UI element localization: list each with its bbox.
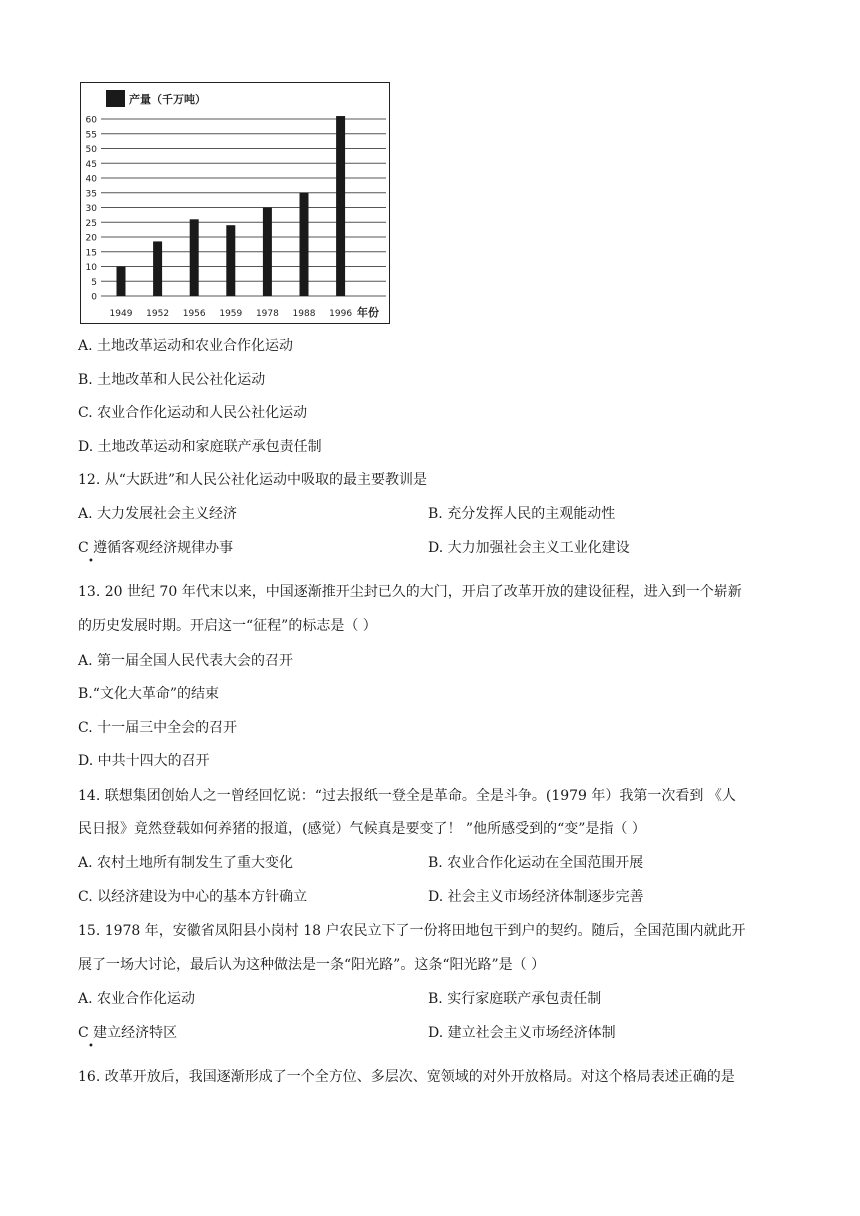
x-tick-label: 1978 [255, 309, 279, 319]
q13-stem-line2: 的历史发展时期。开启这一“征程”的标志是（ ） [78, 618, 377, 634]
q14-option-d: D. 社会主义市场经济体制逐步完善 [428, 889, 644, 905]
q16-stem-line1: 16. 改革开放后，我国逐渐形成了一个全方位、多层次、宽领域的对外开放格局。对这个格局表述正确的是 [78, 1069, 735, 1085]
q15-stem-line2: 展了一场大讨论，最后认为这种做法是一条“阳光路”。这条“阳光路”是（ ） [78, 957, 546, 973]
y-tick-label: 30 [85, 204, 97, 214]
legend-label: 产量（千万吨） [129, 93, 206, 106]
y-tick-label: 0 [91, 292, 97, 303]
y-tick-label: 60 [85, 115, 97, 126]
x-tick-label: 1952 [146, 309, 170, 319]
y-tick-label: 10 [85, 263, 97, 273]
q15-option-a: A. 农业合作化运动 [78, 991, 196, 1007]
q15-stem-line1: 15. 1978 年，安徽省凤阳县小岗村 18 户农民立下了一份将田地包干到户的契约。随后，全国范围内就此开 [78, 923, 746, 939]
x-axis-label: 年份 [357, 306, 379, 319]
y-tick-label: 55 [85, 130, 97, 141]
q15-option-b: B. 实行家庭联产承包责任制 [428, 991, 602, 1007]
y-tick-label: 40 [85, 174, 97, 185]
legend-swatch [106, 90, 125, 107]
q12-option-d: D. 大力加强社会主义工业化建设 [428, 540, 630, 556]
q13-option-c: C. 十一届三中全会的召开 [78, 720, 238, 736]
option-c-dot-mark: • [88, 556, 94, 567]
q15-option-d: D. 建立社会主义市场经济体制 [428, 1025, 616, 1041]
y-tick-label: 50 [85, 145, 97, 155]
q11-option-b: B. 土地改革和人民公社化运动 [78, 372, 266, 388]
x-tick-label: 1949 [109, 309, 133, 319]
q12-option-b: B. 充分发挥人民的主观能动性 [428, 506, 616, 522]
y-tick-label: 5 [91, 277, 97, 288]
bar [336, 116, 345, 296]
y-tick-label: 25 [85, 218, 97, 229]
y-tick-label: 15 [85, 248, 97, 259]
q14-option-b: B. 农业合作化运动在全国范围开展 [428, 855, 644, 871]
x-tick-label: 1988 [292, 309, 316, 319]
q12-option-a: A. 大力发展社会主义经济 [78, 506, 238, 522]
bar [226, 225, 235, 296]
q15-option-c: C 建立经济特区 [78, 1025, 178, 1041]
bar [263, 208, 272, 297]
bar [117, 267, 126, 297]
y-tick-label: 45 [85, 159, 97, 170]
q12-stem: 12. 从“大跃进”和人民公社化运动中吸取的最主要教训是 [78, 472, 428, 488]
chart-canvas [81, 83, 388, 322]
bar [300, 193, 309, 296]
x-tick-label: 1996 [329, 309, 353, 319]
y-tick-label: 20 [85, 233, 97, 244]
q14-option-c: C. 以经济建设为中心的基本方针确立 [78, 889, 308, 905]
q13-option-b: B.“文化大革命”的结束 [78, 686, 220, 702]
q14-stem-line1: 14. 联想集团创始人之一曾经回忆说：“过去报纸一登全是革命。全是斗争。(1979 年）我第一次看到 《人 [78, 788, 736, 804]
q14-option-a: A. 农村土地所有制发生了重大变化 [78, 855, 294, 871]
q11-option-a: A. 土地改革运动和农业合作化运动 [78, 338, 294, 354]
q11-option-d: D. 土地改革运动和家庭联产承包责任制 [78, 439, 322, 455]
q13-stem-line1: 13. 20 世纪 70 年代末以来，中国逐渐推开尘封已久的大门，开启了改革开放的建设征程，进入到一个崭新 [78, 584, 742, 600]
x-tick-label: 1956 [182, 309, 206, 319]
bar [190, 219, 199, 296]
y-tick-label: 35 [85, 189, 97, 200]
q13-option-a: A. 第一届全国人民代表大会的召开 [78, 653, 294, 669]
q11-option-c: C. 农业合作化运动和人民公社化运动 [78, 405, 308, 421]
x-tick-label: 1959 [219, 309, 243, 319]
q12-option-c: C 遵循客观经济规律办事 [78, 540, 234, 556]
option-c-dot-mark: • [88, 1041, 94, 1052]
bar [153, 241, 162, 296]
production-bar-chart [80, 82, 390, 324]
q14-stem-line2: 民日报》竟然登载如何养猪的报道，(感觉）气候真是要变了！ ”他所感受到的“变”是指（ ） [78, 821, 646, 837]
q13-option-d: D. 中共十四大的召开 [78, 753, 210, 769]
